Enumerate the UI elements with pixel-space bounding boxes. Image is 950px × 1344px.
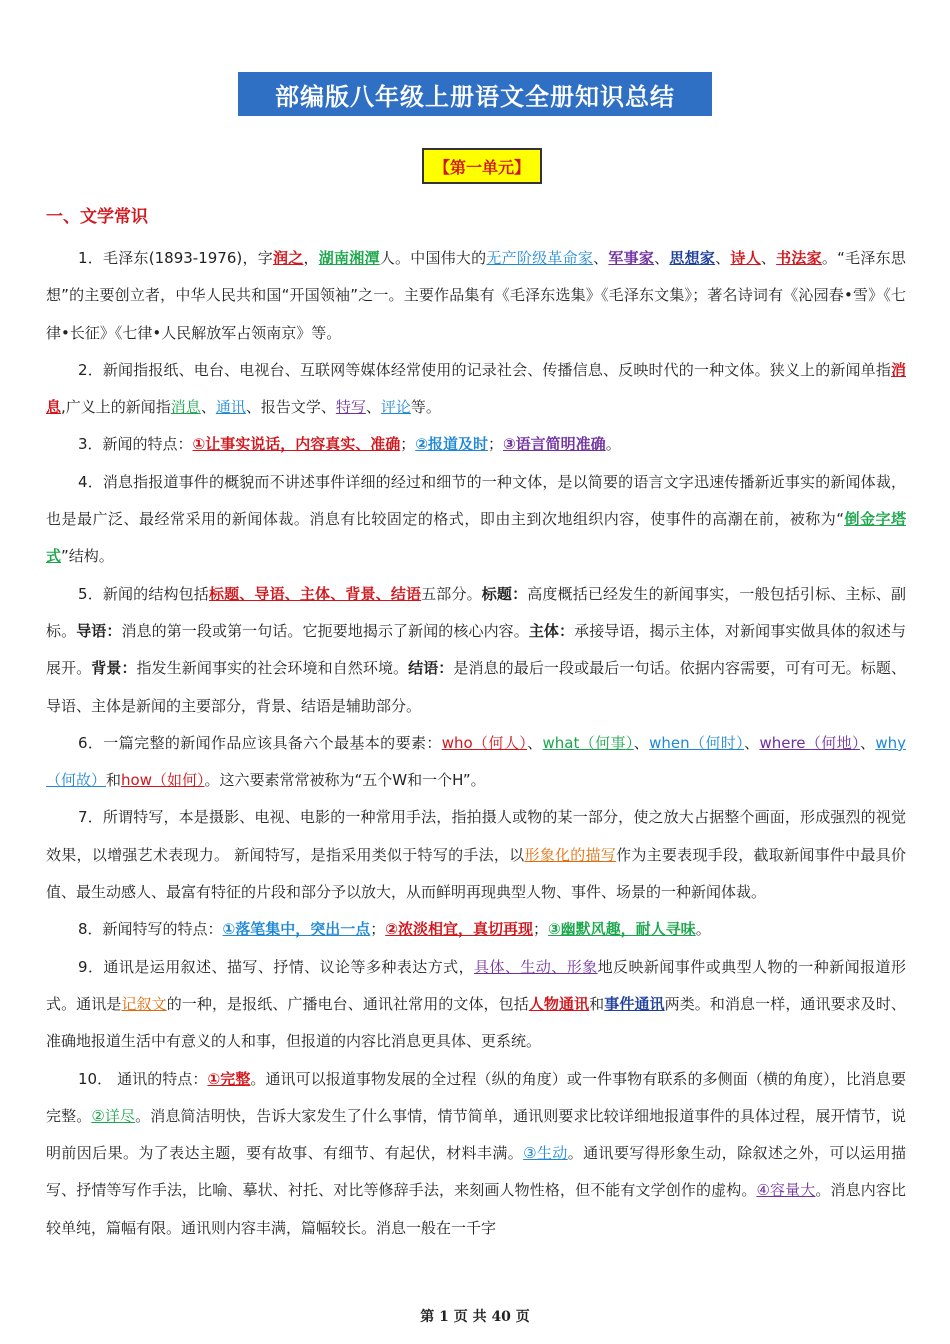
highlight-term: ③幽默风趣，耐人寻味 (547, 920, 696, 939)
text-run: 。消息简洁明快，告诉大家发生了什么事情，情节简单，通讯则要求比较详细地报道事件的具体过程，展开情节，说明前因后果。为了表达主题，要有故事、有细节、有起伏，材料丰满。 (46, 1106, 906, 1163)
highlight-term: ①完整 (207, 1069, 251, 1088)
highlight-term: 评论 (380, 398, 411, 417)
text-run: 、 (365, 398, 381, 417)
text-run: 、 (200, 398, 216, 417)
text-run: ”结构。 (61, 547, 114, 566)
text-run: 4．消息指报道事件的概貌而不讲述事件详细的经过和细节的一种文体，是以简要的语言文字迅速传播新近事实的新闻体裁，也是最广泛、最经常采用的新闻体裁。消息有比较固定的格式，即由主到次地组织内容，使事件的高潮在前，被称为“ (46, 472, 906, 529)
text-run: 承接导语，揭示主体，对新闻事实做具体的叙述与展开。 (46, 621, 906, 678)
page-footer: 第 1 页 共 40 页 (420, 1309, 530, 1325)
highlight-term: 倒金字塔式 (46, 510, 906, 566)
highlight-term: when（何时） (649, 733, 745, 752)
text-run: 、 (633, 733, 650, 752)
highlight-term: 人物通讯 (528, 994, 590, 1013)
highlight-term: 标题： (481, 584, 528, 603)
text-run: 5．新闻的结构包括 (78, 584, 209, 603)
highlight-term: ①让事实说话，内容真实、准确 (192, 435, 401, 454)
paragraph-8 (46, 911, 906, 948)
highlight-term: 导语： (76, 621, 122, 640)
text-run: 8．新闻特写的特点： (78, 920, 223, 939)
highlight-term: ②浓淡相宜，真切再现 (385, 920, 533, 939)
paragraph-7 (46, 799, 906, 911)
highlight-term: 结语： (408, 659, 454, 678)
highlight-term: 诗人 (730, 249, 761, 267)
highlight-term: 特写 (335, 398, 366, 417)
text-run: 。 (695, 920, 711, 939)
page-title: 部编版八年级上册语文全册知识总结 (238, 72, 712, 116)
highlight-term: why（何故） (46, 733, 906, 790)
highlight-term: ①落笔集中，突出一点 (222, 920, 371, 939)
text-run: ,广义上的新闻指 (61, 398, 171, 417)
text-run: ； (532, 920, 548, 939)
text-run: 地反映新闻事件或典型人物的一种新闻报道形式。通讯是 (46, 957, 906, 1013)
text-run: 、 (744, 733, 760, 752)
highlight-term: 通讯 (215, 398, 246, 417)
text-run: 作为主要表现手段，截取新闻事件中最具价值、最生动感人、最富有特征的片段和部分予以放大，从而鲜明再现典型人物、事件、场景的一种新闻体裁。 (46, 845, 906, 902)
text-run: 、报告文学、 (245, 398, 336, 417)
highlight-term: 具体、生动、形象 (474, 957, 598, 976)
highlight-term: 思想家 (669, 249, 716, 267)
text-run: ， (303, 249, 319, 267)
text-run: ； (487, 435, 503, 454)
paragraph-5 (46, 576, 906, 725)
highlight-term: who（何人） (441, 733, 528, 752)
highlight-term: 消息 (170, 398, 201, 417)
highlight-term: 书法家 (776, 249, 822, 267)
highlight-term: ③语言简明准确 (502, 435, 606, 454)
text-run: 、 (715, 249, 731, 267)
section-heading: 一、文学常识 (46, 207, 148, 227)
highlight-term: ④容量大 (756, 1181, 816, 1200)
paragraph-4 (46, 464, 906, 576)
highlight-term: 润之 (272, 249, 304, 267)
highlight-term: what（何事） (542, 733, 634, 752)
highlight-term: 湖南湘潭 (318, 249, 380, 267)
paragraph-10 (46, 1061, 906, 1247)
text-run: ； (400, 435, 416, 454)
highlight-term: ②报道及时 (415, 435, 488, 454)
paragraph-9 (46, 949, 906, 1061)
text-run: 9．通讯是运用叙述、描写、抒情、议论等多种表达方式， (78, 957, 475, 976)
text-run: ； (370, 920, 386, 939)
text-run: 6．一篇完整的新闻作品应该具备六个最基本的要素： (78, 733, 442, 752)
text-run: 消息的第一段或第一句话。它扼要地揭示了新闻的核心内容。 (121, 621, 529, 640)
text-run: 的一种，是报纸、广播电台、通讯社常用的文体，包括 (166, 994, 529, 1013)
text-run: 3．新闻的特点： (78, 435, 193, 454)
text-run: 人。中国伟大的 (379, 249, 487, 267)
text-run: 五部分。 (421, 584, 482, 603)
highlight-term: ②详尽 (91, 1106, 136, 1125)
text-run: 、 (527, 733, 543, 752)
highlight-term: 事件通讯 (604, 994, 665, 1013)
text-run: 、 (760, 249, 777, 267)
text-run: 。 (605, 435, 621, 454)
document-body (46, 240, 906, 1247)
text-run: 指发生新闻事实的社会环境和自然环境。 (136, 659, 409, 678)
text-run: 1．毛泽东(1893-1976)，字 (78, 249, 273, 267)
text-run: 。通讯可以报道事物发展的全过程（纵的角度）或一件事物有联系的多侧面（横的角度），比消息要完整。 (46, 1069, 906, 1125)
highlight-term: 背景： (91, 659, 137, 678)
text-run: 和 (106, 771, 122, 790)
highlight-term: 消息 (46, 360, 906, 417)
highlight-term: 形象化的描写 (524, 845, 617, 864)
highlight-term: ③生动 (523, 1144, 568, 1163)
paragraph-3 (46, 426, 906, 463)
text-run: 和 (589, 994, 605, 1013)
text-run: 10． 通讯的特点： (78, 1069, 208, 1088)
text-run: 2．新闻指报纸、电台、电视台、互联网等媒体经常使用的记录社会、传播信息、反映时代的一种文体。狭义上的新闻单指 (78, 360, 891, 379)
text-run: 、 (654, 249, 670, 267)
paragraph-2 (46, 352, 906, 427)
highlight-term: 无产阶级革命家 (486, 249, 594, 267)
text-run: 7．所谓特写，本是摄影、电视、电影的一种常用手法，指拍摄人或物的某一部分，使之放大占据整个画面，形成强烈的视觉效果，以增强艺术表现力。 新闻特写，是指采用类似于特写的手法，以 (46, 808, 906, 864)
text-run: 高度概括已经发生的新闻事实，一般包括引标、主标、副标。 (46, 584, 906, 640)
text-run: 、 (859, 733, 876, 752)
text-run: 。消息内容比较单纯，篇幅有限。通讯则内容丰满，篇幅较长。消息一般在一千字 (46, 1181, 906, 1237)
highlight-term: 记叙文 (121, 994, 167, 1013)
unit-label: 【第一单元】 (422, 148, 542, 184)
highlight-term: 主体： (528, 621, 575, 640)
text-run: 、 (593, 249, 609, 267)
text-run: 两类。和消息一样，通讯要求及时、准确地报道生活中有意义的人和事，但报道的内容比消息更具体、更系统。 (46, 994, 906, 1051)
highlight-term: how（如何） (121, 771, 205, 790)
highlight-term: 军事家 (608, 249, 655, 267)
highlight-term: where（何地） (759, 733, 860, 752)
text-run: 等。 (410, 398, 441, 417)
text-run: 是消息的最后一段或最后一句话。依据内容需要，可有可无。标题、导语、主体是新闻的主要部分，背景、结语是辅助部分。 (46, 659, 906, 715)
text-run: 。这六要素常常被称为“五个W和一个H”。 (204, 771, 486, 790)
text-run: 。通讯要写得形象生动，除叙述之外，可以运用描写、抒情等写作手法，比喻、摹状、衬托、对比等修辞手法，来刻画人物性格，但不能有文学创作的虚构。 (46, 1144, 906, 1200)
text-run: 。“毛泽东思想”的主要创立者，中华人民共和国“开国领袖”之一。主要作品集有《毛泽东选集》《毛泽东文集》；著名诗词有《沁园春•雪》《七律•长征》《七律•人民解放军占领南京》等。 (46, 249, 906, 342)
paragraph-6 (46, 725, 906, 800)
highlight-term: 标题、导语、主体、背景、结语 (208, 584, 422, 603)
paragraph-1 (46, 240, 906, 352)
